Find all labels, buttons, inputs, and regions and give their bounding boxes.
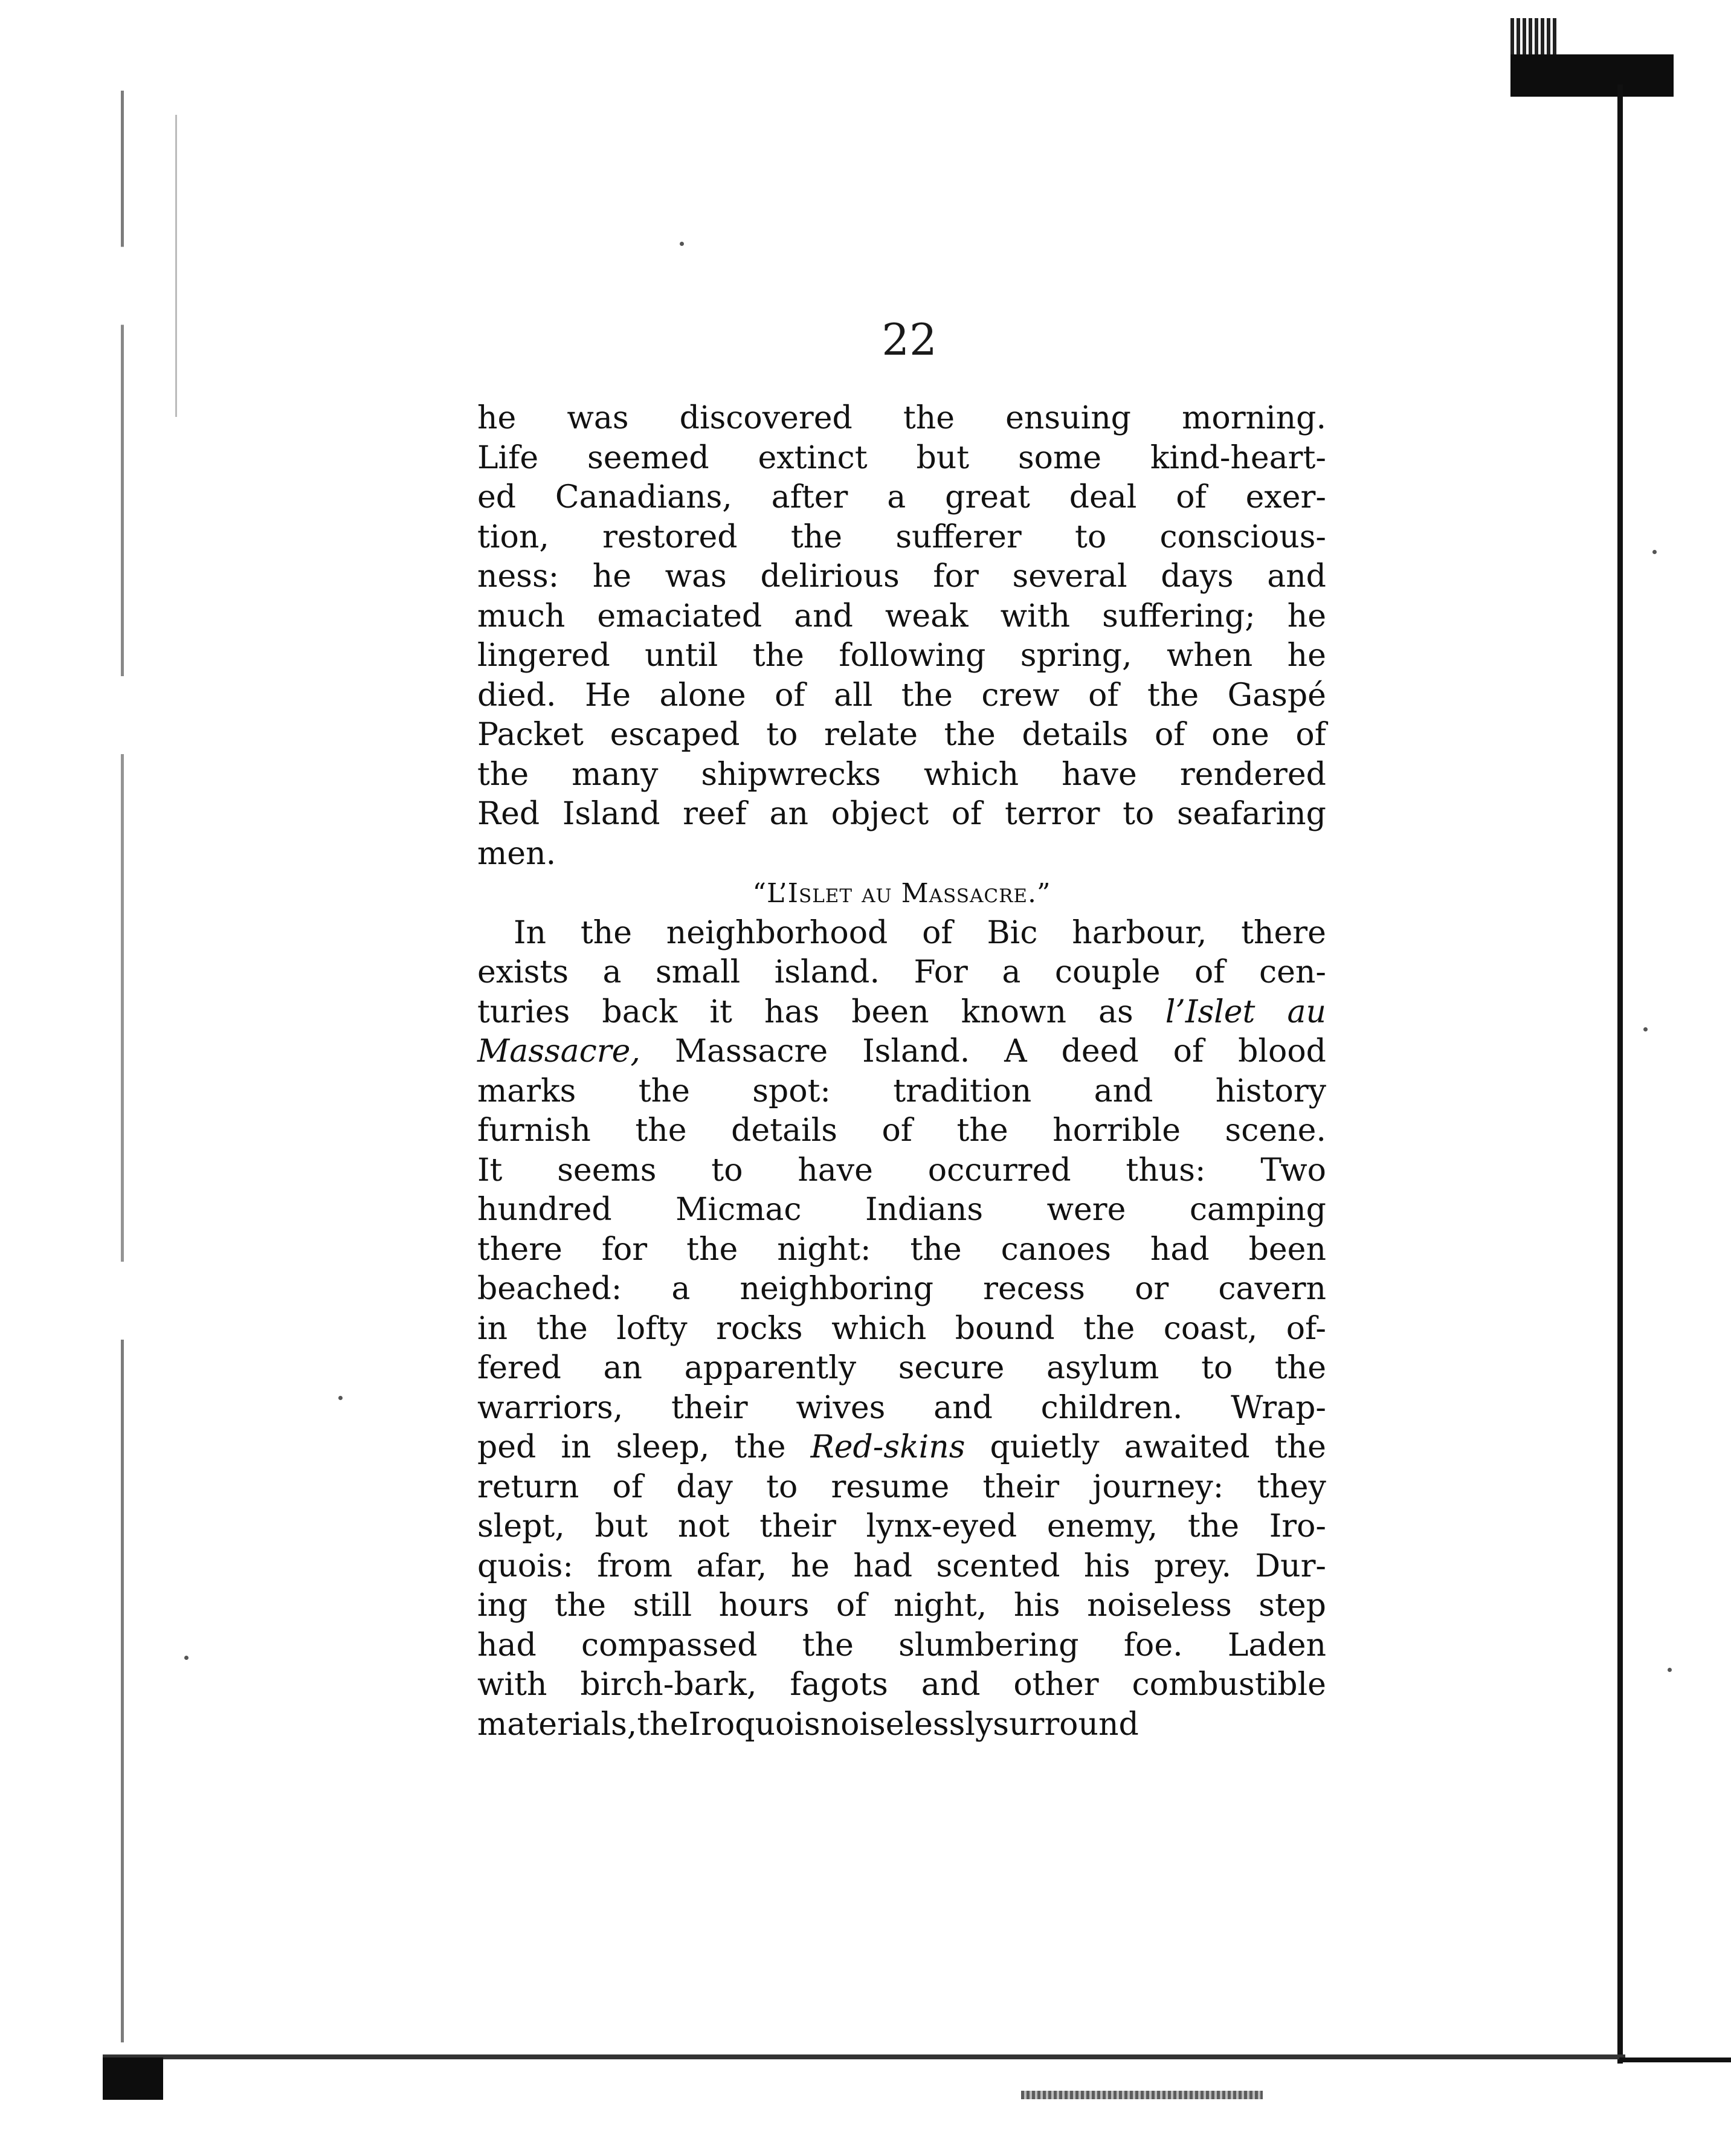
word: ped [477, 1429, 537, 1465]
word: materials, [477, 1706, 637, 1743]
word: For [914, 954, 968, 990]
word: to [1123, 796, 1155, 832]
word: exer- [1245, 479, 1326, 515]
word: in [477, 1310, 508, 1347]
word: canoes [1001, 1231, 1111, 1268]
word: in [561, 1429, 592, 1465]
word: an [769, 796, 808, 832]
word: was [567, 400, 629, 436]
word: A [1004, 1033, 1027, 1070]
word: couple [1054, 954, 1161, 990]
word: the [554, 1587, 607, 1624]
word: thus: [1126, 1152, 1206, 1189]
word: object [831, 796, 929, 832]
word: the [944, 717, 996, 753]
word: afar, [696, 1548, 767, 1584]
word: weak [885, 598, 969, 634]
word: to [1075, 518, 1107, 555]
word: ness: [477, 558, 559, 595]
word: the [752, 637, 804, 674]
word: lingered [477, 637, 610, 674]
word: the [903, 400, 955, 436]
section-heading-text: “L’Islet au Massacre.” [752, 878, 1051, 909]
word: details [1022, 717, 1129, 753]
text-line [477, 518, 1326, 558]
word: Island. [862, 1033, 970, 1070]
word: bound [955, 1310, 1055, 1347]
text-line [477, 478, 1326, 518]
text-line [477, 993, 1326, 1033]
page-number: 22 [882, 314, 937, 365]
word: au [1287, 993, 1326, 1030]
word: their [759, 1508, 836, 1544]
word: sleep, [616, 1429, 710, 1465]
word: terror [1004, 796, 1100, 832]
word: exists [477, 954, 569, 990]
word: hours [718, 1587, 810, 1624]
word: when [1166, 637, 1253, 674]
word: seemed [587, 439, 709, 476]
word: there [477, 1231, 562, 1268]
word: deal [1069, 479, 1137, 515]
word: Dur- [1255, 1548, 1326, 1584]
word: of [1173, 1033, 1204, 1070]
text-line [477, 399, 1326, 439]
word: a [887, 479, 906, 515]
body-text [477, 399, 1326, 1744]
word: other [1013, 1667, 1099, 1703]
word: lynx-eyed [866, 1508, 1017, 1544]
word: resume [831, 1468, 950, 1505]
word: some [1018, 439, 1102, 476]
word: the [1083, 1310, 1135, 1347]
word: harbour, [1072, 914, 1207, 951]
word: and [921, 1667, 981, 1703]
speck [338, 1396, 343, 1400]
word: from [597, 1548, 673, 1584]
word: to [711, 1152, 743, 1189]
word: restored [602, 518, 738, 555]
word: of- [1286, 1310, 1326, 1347]
text-line [477, 914, 1326, 954]
word: details [731, 1112, 837, 1149]
word: or [1135, 1271, 1169, 1307]
word: discovered [679, 400, 853, 436]
word: the [734, 1429, 786, 1465]
text-line [477, 1586, 1326, 1626]
word: he [1287, 637, 1326, 674]
word: slumbering [898, 1627, 1079, 1664]
word: has [764, 993, 820, 1030]
word: step [1259, 1587, 1326, 1624]
word: horrible [1052, 1112, 1181, 1149]
speck [184, 1656, 189, 1660]
word: were [1046, 1192, 1126, 1228]
paragraph-2 [477, 914, 1326, 1745]
word: rocks [716, 1310, 803, 1347]
word: of [1194, 954, 1225, 990]
section-heading [477, 874, 1326, 914]
word: for [933, 558, 979, 595]
word: Island [562, 796, 660, 832]
word: secure [898, 1350, 1005, 1386]
word: an [603, 1350, 642, 1386]
word: deed [1061, 1033, 1139, 1070]
word: camping [1189, 1192, 1326, 1228]
word: conscious- [1159, 518, 1326, 555]
word: small [655, 954, 741, 990]
word: fered [477, 1350, 561, 1386]
word: but [595, 1508, 648, 1544]
word: of [922, 914, 953, 951]
word: furnish [477, 1112, 591, 1149]
word: of [1088, 677, 1119, 714]
word: their [982, 1468, 1060, 1505]
word: Massacre, [477, 1033, 640, 1070]
speck [1652, 550, 1657, 554]
word: the [901, 677, 953, 714]
text-line [477, 1151, 1326, 1191]
word: the [910, 1231, 962, 1268]
word: Life [477, 439, 539, 476]
word: to [1201, 1350, 1233, 1386]
word: the [638, 1073, 690, 1109]
word: to [766, 1468, 798, 1505]
word: a [671, 1271, 691, 1307]
word: lofty [616, 1310, 688, 1347]
word: l’Islet [1165, 993, 1256, 1030]
word: been [1248, 1231, 1326, 1268]
word: coast, [1163, 1310, 1258, 1347]
word: noiseless [1087, 1587, 1232, 1624]
word: prey. [1154, 1548, 1232, 1584]
word: Two [1260, 1152, 1326, 1189]
word: turies [477, 993, 570, 1030]
word: of [1295, 717, 1326, 753]
word: as [1098, 993, 1133, 1030]
word: apparently [684, 1350, 857, 1386]
word: reef [683, 796, 747, 832]
scan-edge-left-inner [175, 115, 177, 417]
word: following [839, 637, 986, 674]
text-line [477, 1428, 1326, 1468]
word: been [851, 993, 929, 1030]
word: kind-heart- [1150, 439, 1326, 476]
word: the [637, 1706, 689, 1743]
word: spring, [1020, 637, 1132, 674]
word: slept, [477, 1508, 565, 1544]
word: combustible [1132, 1667, 1326, 1703]
word: the [686, 1231, 738, 1268]
word: he [1287, 598, 1326, 634]
word: after [771, 479, 848, 515]
word: wives [796, 1389, 886, 1426]
word: Iroquois [688, 1706, 820, 1743]
text-line [477, 636, 1326, 676]
word: birch-bark, [580, 1667, 757, 1703]
text-line [477, 755, 1326, 795]
word: the [790, 518, 843, 555]
word: he [592, 558, 632, 595]
text-line [477, 1309, 1326, 1349]
word: was [665, 558, 727, 595]
word: a [602, 954, 622, 990]
word: scented [936, 1548, 1060, 1584]
scan-edge-left [121, 91, 124, 2042]
word: quois: [477, 1548, 573, 1584]
text-line [477, 953, 1326, 993]
word: surround [993, 1706, 1139, 1743]
word: of [612, 1468, 643, 1505]
word: the [802, 1627, 854, 1664]
text-line [477, 676, 1326, 716]
word: delirious [760, 558, 900, 595]
text-line [477, 1665, 1326, 1705]
word: Red-skins [810, 1429, 965, 1465]
word: In [514, 914, 547, 951]
word: and [933, 1389, 993, 1426]
word: the [477, 756, 529, 793]
word: history [1215, 1073, 1326, 1109]
word: suffering; [1102, 598, 1256, 634]
word: escaped [610, 717, 740, 753]
text-line [477, 1032, 1326, 1072]
word: island. [774, 954, 880, 990]
text-line [477, 557, 1326, 597]
word: sufferer [895, 518, 1022, 555]
word: with [1000, 598, 1071, 634]
word: the [1274, 1429, 1326, 1465]
word: Wrap- [1231, 1389, 1326, 1426]
word: one [1211, 717, 1269, 753]
word: which [831, 1310, 927, 1347]
word: Bic [987, 914, 1038, 951]
text-line [477, 1230, 1326, 1270]
word: his [1083, 1548, 1130, 1584]
word: Gaspé [1227, 677, 1326, 714]
word: have [798, 1152, 873, 1189]
word: with [477, 1667, 547, 1703]
word: awaited [1124, 1429, 1250, 1465]
word: many [572, 756, 659, 793]
word: Packet [477, 717, 584, 753]
word: cavern [1218, 1271, 1326, 1307]
word: of [836, 1587, 867, 1624]
word: had [853, 1548, 913, 1584]
word: alone [659, 677, 746, 714]
word: seems [557, 1152, 657, 1189]
word: Laden [1227, 1627, 1326, 1664]
word: night: [777, 1231, 871, 1268]
word: the [956, 1112, 1008, 1149]
scan-artifact-top-right [1510, 54, 1674, 97]
scan-edge-right [1617, 85, 1623, 2064]
word: occurred [927, 1152, 1071, 1189]
word: they [1257, 1468, 1326, 1505]
word: blood [1238, 1033, 1326, 1070]
word: the [580, 914, 632, 951]
word: cen- [1259, 954, 1326, 990]
word: of [1154, 717, 1185, 753]
scan-edge-bottom [103, 2054, 1625, 2059]
word: his [1013, 1587, 1060, 1624]
text-line [477, 439, 1326, 479]
word: tradition [893, 1073, 1032, 1109]
word: which [923, 756, 1019, 793]
word: ing [477, 1587, 528, 1624]
text-line [477, 1468, 1326, 1508]
word: recess [983, 1271, 1085, 1307]
text-line [477, 1389, 1326, 1428]
word: for [601, 1231, 648, 1268]
word: beached: [477, 1271, 622, 1307]
word: shipwrecks [701, 756, 881, 793]
word: it [709, 993, 732, 1030]
word: Iro- [1269, 1508, 1326, 1544]
word: Massacre [674, 1033, 828, 1070]
word: the [1274, 1350, 1326, 1386]
word: children. [1040, 1389, 1183, 1426]
word: relate [824, 717, 918, 753]
word: neighboring [740, 1271, 933, 1307]
word: marks [477, 1073, 576, 1109]
word: until [645, 637, 718, 674]
word: of [882, 1112, 913, 1149]
word: return [477, 1468, 579, 1505]
text-line [477, 1626, 1326, 1666]
word: died. [477, 677, 556, 714]
word: scene. [1225, 1112, 1326, 1149]
text-line [477, 1072, 1326, 1112]
speck [1643, 1027, 1648, 1031]
word: several [1012, 558, 1127, 595]
word: had [477, 1627, 537, 1664]
word: crew [981, 677, 1060, 714]
word: tion, [477, 518, 549, 555]
word: neighborhood [666, 914, 888, 951]
word: seafaring [1176, 796, 1326, 832]
word: morning. [1182, 400, 1326, 436]
text-line [477, 1270, 1326, 1309]
word: had [1150, 1231, 1210, 1268]
text-line [477, 1705, 1326, 1745]
word: quietly [990, 1429, 1100, 1465]
word: noiselessly [820, 1706, 993, 1743]
word: of [775, 677, 805, 714]
text-line [477, 597, 1326, 637]
text-line [477, 1111, 1326, 1151]
scan-artifact-bottom-left [103, 2058, 163, 2100]
word: back [602, 993, 678, 1030]
word: of [951, 796, 982, 832]
word: the [635, 1112, 687, 1149]
text-line [477, 1349, 1326, 1389]
word: men. [477, 835, 556, 872]
word: and [1267, 558, 1326, 595]
word: he [477, 400, 517, 436]
word: of [1176, 479, 1207, 515]
word: there [1241, 914, 1326, 951]
word: journey: [1092, 1468, 1224, 1505]
word: Red [477, 796, 540, 832]
word: asylum [1046, 1350, 1159, 1386]
word: have [1062, 756, 1137, 793]
word: enemy, [1046, 1508, 1158, 1544]
word: the [1147, 677, 1199, 714]
scan-artifact-bottom-right [1619, 2058, 1731, 2062]
word: to [766, 717, 798, 753]
word: ensuing [1005, 400, 1131, 436]
word: rendered [1179, 756, 1326, 793]
word: Canadians, [555, 479, 732, 515]
word: day [676, 1468, 733, 1505]
word: Indians [865, 1192, 984, 1228]
text-line [477, 1547, 1326, 1587]
word: fagots [790, 1667, 888, 1703]
scan-artifact-bottom-middle [1021, 2091, 1263, 2099]
word: days [1161, 558, 1234, 595]
word: known [961, 993, 1066, 1030]
word: extinct [758, 439, 868, 476]
word: and [794, 598, 853, 634]
word: the [1187, 1508, 1240, 1544]
word: He [584, 677, 631, 714]
word: all [834, 677, 873, 714]
speck [1668, 1668, 1672, 1672]
word: but [916, 439, 970, 476]
word: Micmac [675, 1192, 802, 1228]
word: spot: [752, 1073, 831, 1109]
word: and [1094, 1073, 1153, 1109]
word: hundred [477, 1192, 612, 1228]
word: It [477, 1152, 503, 1189]
word: still [633, 1587, 692, 1624]
word: ed [477, 479, 517, 515]
word: compassed [581, 1627, 758, 1664]
word: not [677, 1508, 730, 1544]
text-line [477, 1507, 1326, 1547]
word: great [945, 479, 1030, 515]
word: he [790, 1548, 830, 1584]
word: their [671, 1389, 748, 1426]
paragraph-1 [477, 399, 1326, 874]
speck [680, 242, 684, 246]
word: night, [893, 1587, 987, 1624]
word: much [477, 598, 566, 634]
text-line [477, 795, 1326, 834]
text-line [477, 715, 1326, 755]
word: emaciated [597, 598, 762, 634]
word: the [536, 1310, 588, 1347]
word: foe. [1123, 1627, 1183, 1664]
word: a [1002, 954, 1021, 990]
text-line [477, 1190, 1326, 1230]
word: warriors, [477, 1389, 624, 1426]
text-line [477, 834, 1326, 874]
